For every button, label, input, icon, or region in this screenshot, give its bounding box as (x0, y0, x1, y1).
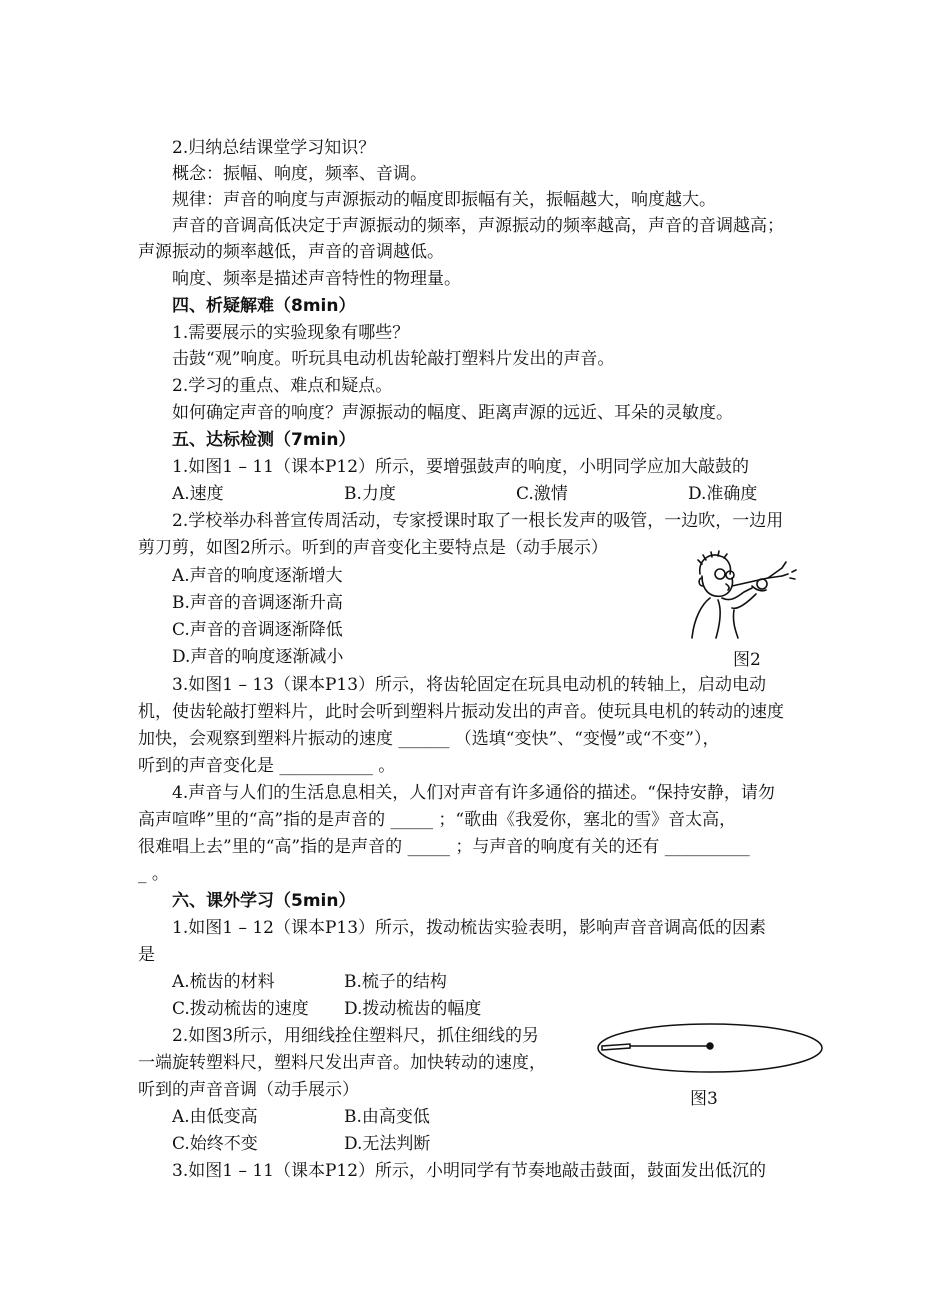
option: B.声音的音调逐渐升高 (172, 593, 343, 613)
text-line: 规律：声音的响度与声源振动的幅度即振幅有关，振幅越大，响度越大。 (172, 190, 716, 210)
question: 1.如图1 – 12（课本P13）所示，拨动梳齿实验表明，影响声音音调高低的因素 (172, 918, 767, 938)
question: _ 。 (138, 864, 169, 884)
question: 1.如图1 – 11（课本P12）所示，要增强鼓声的响度，小明同学应加大敲鼓的 (172, 457, 750, 477)
option: C.声音的音调逐渐降低 (172, 620, 343, 640)
question: 3.如图1 – 13（课本P13）所示，将齿轮固定在玩具电动机的转轴上，启动电动 (172, 675, 767, 695)
option: C.激情 (516, 484, 568, 504)
question: 4.声音与人们的生活息息相关，人们对声音有许多通俗的描述。“保持安静，请勿 (172, 783, 775, 803)
question: 听到的声音变化是 ___________ 。 (138, 756, 396, 776)
text-line: 声源振动的频率越低，声音的音调越低。 (138, 242, 444, 262)
text-line: 2.归纳总结课堂学习知识？ (172, 138, 376, 158)
question: 加快，会观察到塑料片振动的速度 ______ （选填“变快”、“变慢”或“不变”）， (138, 729, 720, 749)
figure-2-illustration (682, 548, 802, 640)
text-line: 如何确定声音的响度？声源振动的幅度、距离声源的远近、耳朵的灵敏度。 (172, 403, 733, 423)
question: 3.如图1 – 11（课本P12）所示，小明同学有节奏地敲击鼓面，鼓面发出低沉的 (172, 1161, 767, 1181)
text-line: 击鼓“观”响度。听玩具电动机齿轮敲打塑料片发出的声音。 (172, 349, 615, 369)
option: B.力度 (344, 484, 396, 504)
option: D.拨动梳齿的幅度 (344, 999, 482, 1019)
option: C.拨动梳齿的速度 (172, 999, 309, 1019)
figure-2-caption: 图2 (733, 650, 761, 670)
question: 机，使齿轮敲打塑料片，此时会听到塑料片振动发出的声音。使玩具电机的转动的速度 (138, 702, 784, 722)
option: D.声音的响度逐渐减小 (172, 647, 344, 667)
section-heading: 六、课外学习（5min） (172, 891, 356, 911)
question: 2.如图3所示，用细线拴住塑料尺，抓住细线的另 (172, 1026, 540, 1046)
question: 2.学校举办科普宣传周活动，专家授课时取了一根长发声的吸管，一边吹，一边用 (172, 511, 784, 531)
question: 是 (138, 945, 155, 965)
text-line: 声音的音调高低决定于声源振动的频率，声源振动的频率越高，声音的音调越高； (172, 216, 784, 236)
question: 很难唱上去”里的“高”指的是声音的 _____ ；与声音的响度有关的还有 __________ (138, 837, 750, 857)
option: A.由低变高 (172, 1107, 258, 1127)
option: A.梳齿的材料 (172, 972, 275, 992)
text-line: 1.需要展示的实验现象有哪些？ (172, 323, 410, 343)
option: D.无法判断 (344, 1134, 431, 1154)
question: 听到的声音音调（动手展示） (138, 1080, 359, 1100)
section-heading: 五、达标检测（7min） (172, 430, 356, 450)
text-line: 2.学习的重点、难点和疑点。 (172, 376, 393, 396)
option: A.声音的响度逐渐增大 (172, 566, 343, 586)
text-line: 响度、频率是描述声音特性的物理量。 (172, 269, 461, 289)
option: B.梳子的结构 (344, 972, 447, 992)
figure-3-caption: 图3 (690, 1089, 718, 1109)
option: D.准确度 (688, 484, 758, 504)
text-line: 概念：振幅、响度，频率、音调。 (172, 164, 427, 184)
question: 高声喧哗”里的“高”指的是声音的 _____ ；“歌曲《我爱你，塞北的雪》音太高， (138, 810, 737, 830)
option: B.由高变低 (344, 1107, 430, 1127)
section-heading: 四、析疑解难（8min） (172, 296, 356, 316)
option: A.速度 (172, 484, 224, 504)
figure-3-illustration (594, 1020, 826, 1076)
question: 一端旋转塑料尺，塑料尺发出声音。加快转动的速度， (138, 1053, 546, 1073)
option: C.始终不变 (172, 1134, 258, 1154)
question: 剪刀剪，如图2所示。听到的声音变化主要特点是（动手展示） (138, 538, 608, 558)
